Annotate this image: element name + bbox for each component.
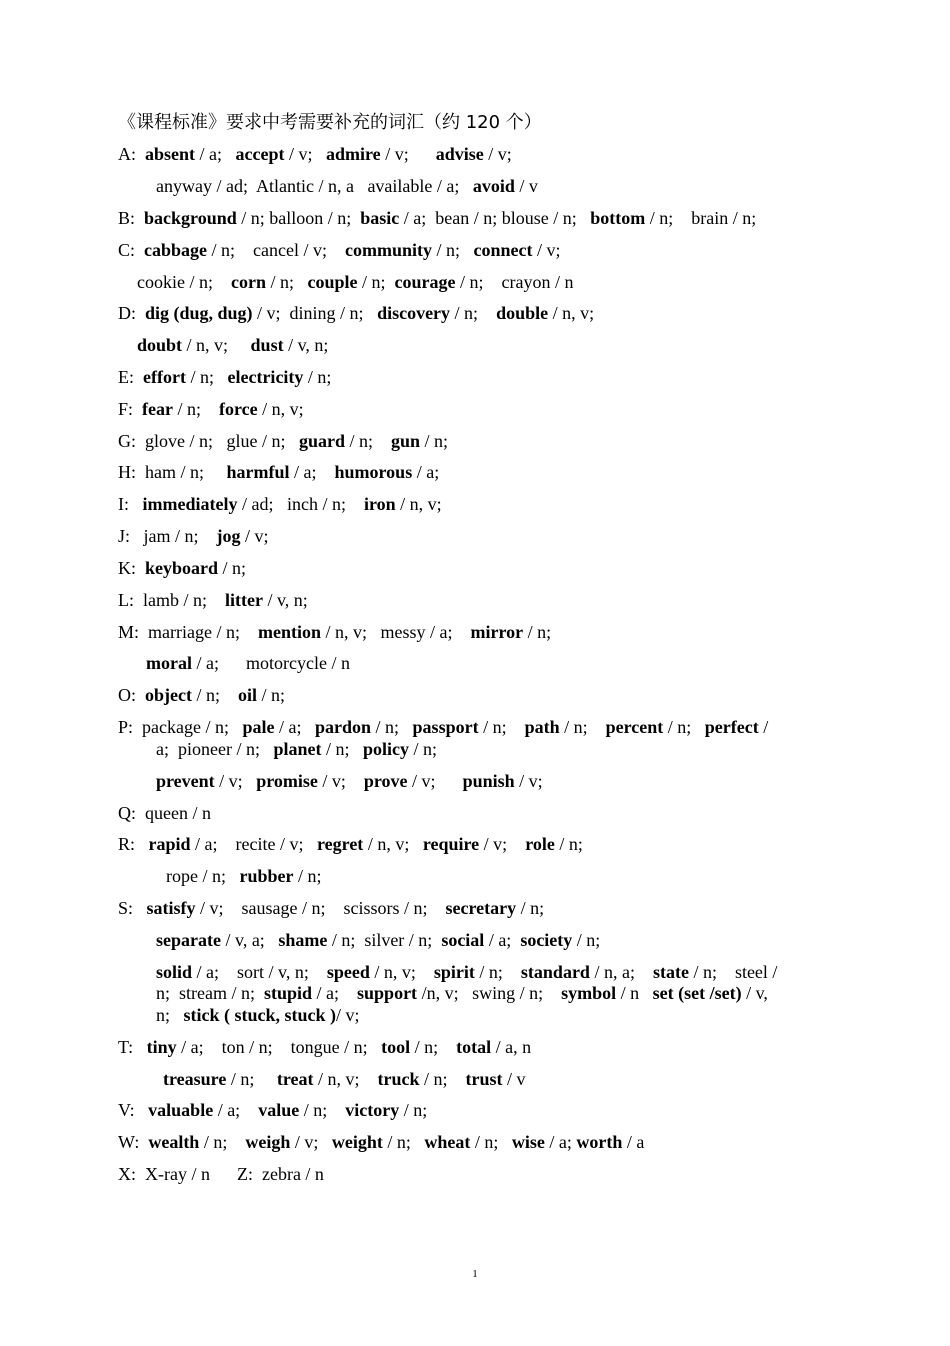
vocab-word-bold: dust	[250, 335, 284, 355]
vocab-text: / a;	[289, 462, 335, 482]
vocab-text: / v;	[240, 526, 269, 546]
vocab-text: / v; dining / n;	[252, 303, 378, 323]
vocab-text: / a;	[412, 462, 440, 482]
vocab-text: / n;	[399, 1100, 428, 1120]
vocab-line	[118, 302, 594, 324]
vocab-text: / n;	[419, 1069, 466, 1089]
vocab-text: X: X-ray / n Z: zebra / n	[118, 1164, 324, 1184]
vocab-text: J: jam / n;	[118, 526, 217, 546]
vocab-text: H: ham / n;	[118, 462, 227, 482]
vocab-text: n; stream / n;	[156, 983, 264, 1003]
vocab-word-bold: total	[456, 1037, 492, 1057]
vocab-line	[118, 1163, 324, 1185]
vocab-text: / v	[502, 1069, 526, 1089]
vocab-text: / n	[616, 983, 653, 1003]
vocab-word-bold: community	[344, 240, 432, 260]
vocab-word-bold: cabbage	[144, 240, 208, 260]
vocab-text: / ad; inch / n;	[237, 494, 364, 514]
vocab-word-bold: standard	[520, 962, 590, 982]
vocab-text: / n, v;	[182, 335, 251, 355]
vocab-text: M: marriage / n;	[118, 622, 258, 642]
vocab-text: / n;	[478, 717, 525, 737]
vocab-word-bold: stupid	[263, 983, 313, 1003]
vocab-text: / n;	[299, 1100, 346, 1120]
vocab-text: anyway / ad; Atlantic / n, a available / a;	[156, 176, 473, 196]
vocab-word-bold: solid	[156, 962, 193, 982]
vocab-word-bold: speed	[326, 962, 370, 982]
vocab-line	[156, 961, 777, 983]
vocab-text: F:	[118, 399, 143, 419]
vocab-text: / n;	[257, 685, 286, 705]
vocab-word-bold: state	[652, 962, 689, 982]
vocab-text: / n;	[321, 739, 363, 759]
vocab-text: n;	[156, 1005, 184, 1025]
vocab-text: / n; cancel / v;	[207, 240, 345, 260]
vocab-text: / n;	[431, 240, 474, 260]
vocab-word-bold: moral	[146, 653, 192, 673]
vocab-text: I:	[118, 494, 143, 514]
vocab-text: O:	[118, 685, 145, 705]
vocab-word-bold: tiny	[146, 1037, 177, 1057]
vocab-line	[118, 239, 561, 261]
vocab-text: cookie / n;	[137, 272, 231, 292]
vocab-text: C:	[118, 240, 145, 260]
vocab-word-bold: valuable	[148, 1100, 214, 1120]
vocab-word-bold: wheat	[424, 1132, 471, 1152]
vocab-line	[118, 557, 246, 579]
vocab-text: / n;	[382, 1132, 425, 1152]
vocab-text: P: package / n;	[118, 717, 243, 737]
vocab-text: / n;	[303, 367, 332, 387]
vocab-word-bold: jog	[216, 526, 241, 546]
vocab-word-bold: percent	[605, 717, 664, 737]
vocab-text: / n;	[185, 367, 228, 387]
vocab-word-bold: regret	[317, 834, 364, 854]
vocab-word-bold: require	[422, 834, 480, 854]
vocab-text: / n;	[410, 1037, 457, 1057]
vocab-line	[118, 366, 331, 388]
vocab-line	[163, 1068, 526, 1090]
vocab-text: / v; sausage / n; scissors / n;	[195, 898, 446, 918]
vocab-text: / v;	[284, 144, 327, 164]
vocab-text: / n;	[420, 431, 449, 451]
vocab-word-bold: background	[144, 208, 237, 228]
vocab-word-bold: treat	[276, 1069, 314, 1089]
vocab-word-bold: separate	[156, 930, 221, 950]
vocab-word-bold: tool	[381, 1037, 411, 1057]
vocab-text: / n;	[474, 962, 521, 982]
vocab-line	[118, 716, 768, 738]
vocab-word-bold: dig (dug, dug)	[145, 303, 253, 323]
vocab-text: / v, a;	[220, 930, 279, 950]
vocab-line	[156, 1004, 360, 1026]
vocab-line	[118, 525, 269, 547]
vocab-word-bold: secretary	[445, 898, 517, 918]
vocab-text: / n, v; messy / a;	[320, 622, 471, 642]
vocab-word-bold: discovery	[377, 303, 451, 323]
vocab-text: / n, v;	[548, 303, 595, 323]
vocab-word-bold: satisfy	[146, 898, 196, 918]
vocab-text: / a;	[274, 717, 315, 737]
vocab-word-bold: electricity	[227, 367, 304, 387]
vocab-text: / v,	[741, 983, 768, 1003]
vocab-line	[166, 865, 322, 887]
vocab-word-bold: weight	[331, 1132, 383, 1152]
vocab-word-bold: mention	[257, 622, 321, 642]
vocab-text: / n;	[409, 739, 438, 759]
vocab-text: a; pioneer / n;	[156, 739, 274, 759]
vocab-word-bold: keyboard	[145, 558, 219, 578]
vocab-word-bold: rubber	[239, 866, 294, 886]
vocab-word-bold: doubt	[137, 335, 183, 355]
vocab-word-bold: avoid	[472, 176, 515, 196]
vocab-line	[118, 802, 211, 824]
vocab-text: / n, a;	[589, 962, 653, 982]
vocab-text: / a	[622, 1132, 645, 1152]
vocab-text: / n;	[663, 717, 705, 737]
vocab-word-bold: prove	[363, 771, 408, 791]
vocab-text: / n; steel /	[688, 962, 778, 982]
vocab-line	[118, 684, 285, 706]
vocab-word-bold: accept	[235, 144, 285, 164]
vocab-text: / n; brain / n;	[645, 208, 757, 228]
vocab-text: / n;	[173, 399, 220, 419]
vocab-word-bold: pale	[242, 717, 275, 737]
vocab-word-bold: punish	[462, 771, 515, 791]
vocab-text: / n, v;	[257, 399, 304, 419]
vocab-word-bold: policy	[363, 739, 410, 759]
vocab-text: / n;	[265, 272, 308, 292]
vocab-text: / v;	[407, 771, 463, 791]
vocab-word-bold: mirror	[470, 622, 524, 642]
vocab-text: / a; sort / v, n;	[192, 962, 327, 982]
vocab-text: / n; balloon / n;	[236, 208, 361, 228]
vocab-text: / a;	[213, 1100, 259, 1120]
vocab-word-bold: admire	[326, 144, 381, 164]
vocab-word-bold: value	[258, 1100, 300, 1120]
vocab-text: / v;	[483, 144, 512, 164]
vocab-word-bold: effort	[143, 367, 186, 387]
vocab-word-bold: force	[219, 399, 258, 419]
vocab-text: / v;	[514, 771, 543, 791]
vocab-text: / a; motorcycle / n	[191, 653, 350, 673]
vocab-word-bold: social	[441, 930, 485, 950]
vocab-text: / n;	[559, 717, 606, 737]
vocab-line	[118, 430, 448, 452]
vocab-text: / n;	[516, 898, 545, 918]
vocab-text: T:	[118, 1037, 147, 1057]
vocab-text: / v;	[336, 1005, 360, 1025]
vocab-line	[118, 589, 308, 611]
vocab-word-bold: bottom	[590, 208, 646, 228]
vocab-word-bold: trust	[465, 1069, 503, 1089]
vocab-text: R:	[118, 834, 149, 854]
vocab-word-bold: role	[525, 834, 555, 854]
vocab-line	[118, 398, 304, 420]
vocab-text: D:	[118, 303, 145, 323]
vocab-word-bold: connect	[473, 240, 533, 260]
vocab-text: / n;	[357, 272, 395, 292]
vocab-text: / n;	[199, 1132, 246, 1152]
vocab-text: / v;	[532, 240, 561, 260]
vocab-text: / n;	[470, 1132, 512, 1152]
vocab-word-bold: planet	[273, 739, 322, 759]
vocab-text: / n;	[523, 622, 552, 642]
vocab-line	[156, 175, 538, 197]
vocab-text: / n;	[226, 1069, 277, 1089]
vocab-text: / n;	[345, 431, 392, 451]
vocab-line	[137, 271, 574, 293]
vocab-text: /n, v; swing / n;	[417, 983, 562, 1003]
vocab-text: Q: queen / n	[118, 803, 211, 823]
vocab-line	[156, 770, 543, 792]
vocab-word-bold: treasure	[163, 1069, 227, 1089]
vocab-text: / n;	[572, 930, 601, 950]
vocab-word-bold: prevent	[156, 771, 215, 791]
vocab-text: / n;	[450, 303, 497, 323]
vocab-word-bold: spirit	[433, 962, 475, 982]
vocab-word-bold: fear	[142, 399, 173, 419]
vocab-text: / a;	[544, 1132, 577, 1152]
vocab-line	[118, 1131, 644, 1153]
vocab-word-bold: corn	[230, 272, 266, 292]
vocab-text: / a, n	[491, 1037, 532, 1057]
vocab-text: / n; crayon / n	[455, 272, 574, 292]
vocab-text: V:	[118, 1100, 149, 1120]
vocab-word-bold: wealth	[148, 1132, 200, 1152]
vocab-text: / n, v;	[313, 1069, 378, 1089]
vocab-line	[146, 652, 350, 674]
vocab-word-bold: perfect	[704, 717, 759, 737]
vocab-text: / n, v;	[363, 834, 423, 854]
vocab-text: / n;	[371, 717, 413, 737]
vocab-text: / a; recite / v;	[190, 834, 317, 854]
vocab-word-bold: truck	[377, 1069, 420, 1089]
vocab-word-bold: passport	[412, 717, 479, 737]
vocab-word-bold: path	[524, 717, 560, 737]
page-title: 《课程标准》要求中考需要补充的词汇（约 120 个）	[118, 112, 542, 133]
vocab-line	[156, 982, 768, 1004]
vocab-text: / a;	[312, 983, 358, 1003]
vocab-word-bold: immediately	[142, 494, 238, 514]
vocab-text: / v;	[380, 144, 436, 164]
vocab-text: G: glove / n; glue / n;	[118, 431, 299, 451]
vocab-word-bold: double	[496, 303, 549, 323]
vocab-text: / a; bean / n; blouse / n;	[399, 208, 591, 228]
vocab-text: rope / n;	[166, 866, 240, 886]
vocab-line	[137, 334, 328, 356]
vocab-word-bold: absent	[145, 144, 196, 164]
vocab-word-bold: litter	[225, 590, 263, 610]
vocab-text: S:	[118, 898, 147, 918]
vocab-word-bold: iron	[363, 494, 396, 514]
vocab-word-bold: pardon	[315, 717, 372, 737]
vocab-line	[118, 207, 756, 229]
vocab-word-bold: weigh	[245, 1132, 291, 1152]
vocab-word-bold: couple	[307, 272, 358, 292]
vocab-line	[118, 833, 583, 855]
vocab-text: W:	[118, 1132, 149, 1152]
vocab-word-bold: promise	[256, 771, 318, 791]
vocab-word-bold: basic	[360, 208, 400, 228]
vocab-line	[118, 621, 551, 643]
vocab-text: A:	[118, 144, 145, 164]
vocab-text: / v;	[479, 834, 526, 854]
vocab-text: / a;	[484, 930, 521, 950]
vocab-line	[156, 738, 437, 760]
vocab-word-bold: humorous	[334, 462, 413, 482]
vocab-word-bold: guard	[298, 431, 345, 451]
vocab-word-bold: victory	[345, 1100, 400, 1120]
vocab-line	[118, 1099, 427, 1121]
vocab-text: / a;	[195, 144, 236, 164]
vocab-text: / v, n;	[262, 590, 308, 610]
vocab-line	[118, 1036, 531, 1058]
vocab-text: / n; silver / n;	[327, 930, 442, 950]
vocab-word-bold: worth	[576, 1132, 623, 1152]
vocab-word-bold: advise	[435, 144, 484, 164]
vocab-word-bold: society	[520, 930, 573, 950]
vocab-line	[118, 461, 439, 483]
vocab-text: / v	[514, 176, 538, 196]
vocab-word-bold: harmful	[226, 462, 290, 482]
vocab-line	[118, 897, 544, 919]
vocab-word-bold: shame	[278, 930, 328, 950]
vocab-word-bold: oil	[238, 685, 258, 705]
vocab-text: / n, v;	[369, 962, 434, 982]
vocab-text: L: lamb / n;	[118, 590, 225, 610]
vocab-word-bold: object	[145, 685, 192, 705]
vocab-text: / n;	[554, 834, 583, 854]
vocab-word-bold: rapid	[148, 834, 191, 854]
vocab-text: / v, n;	[283, 335, 329, 355]
vocab-line	[118, 143, 512, 165]
vocab-text: / v;	[290, 1132, 332, 1152]
vocab-word-bold: courage	[394, 272, 456, 292]
vocab-word-bold: symbol	[561, 983, 617, 1003]
vocab-word-bold: support	[357, 983, 418, 1003]
vocab-text: / n;	[293, 866, 322, 886]
vocab-text: / n;	[191, 685, 238, 705]
vocab-text: / a; ton / n; tongue / n;	[176, 1037, 382, 1057]
vocab-text: E:	[118, 367, 143, 387]
vocab-text: K:	[118, 558, 145, 578]
vocab-word-bold: stick ( stuck, stuck )	[183, 1005, 337, 1025]
vocab-text: B:	[118, 208, 145, 228]
vocab-text: /	[758, 717, 769, 737]
vocab-text: / n;	[218, 558, 247, 578]
vocab-text: / v;	[317, 771, 364, 791]
vocab-line	[156, 929, 600, 951]
vocab-word-bold: set (set /set)	[652, 983, 742, 1003]
vocab-line	[118, 493, 442, 515]
vocab-text: / v;	[214, 771, 257, 791]
vocab-word-bold: gun	[391, 431, 421, 451]
vocab-word-bold: wise	[511, 1132, 545, 1152]
page-number: 1	[472, 1268, 478, 1280]
vocab-text: / n, v;	[395, 494, 442, 514]
